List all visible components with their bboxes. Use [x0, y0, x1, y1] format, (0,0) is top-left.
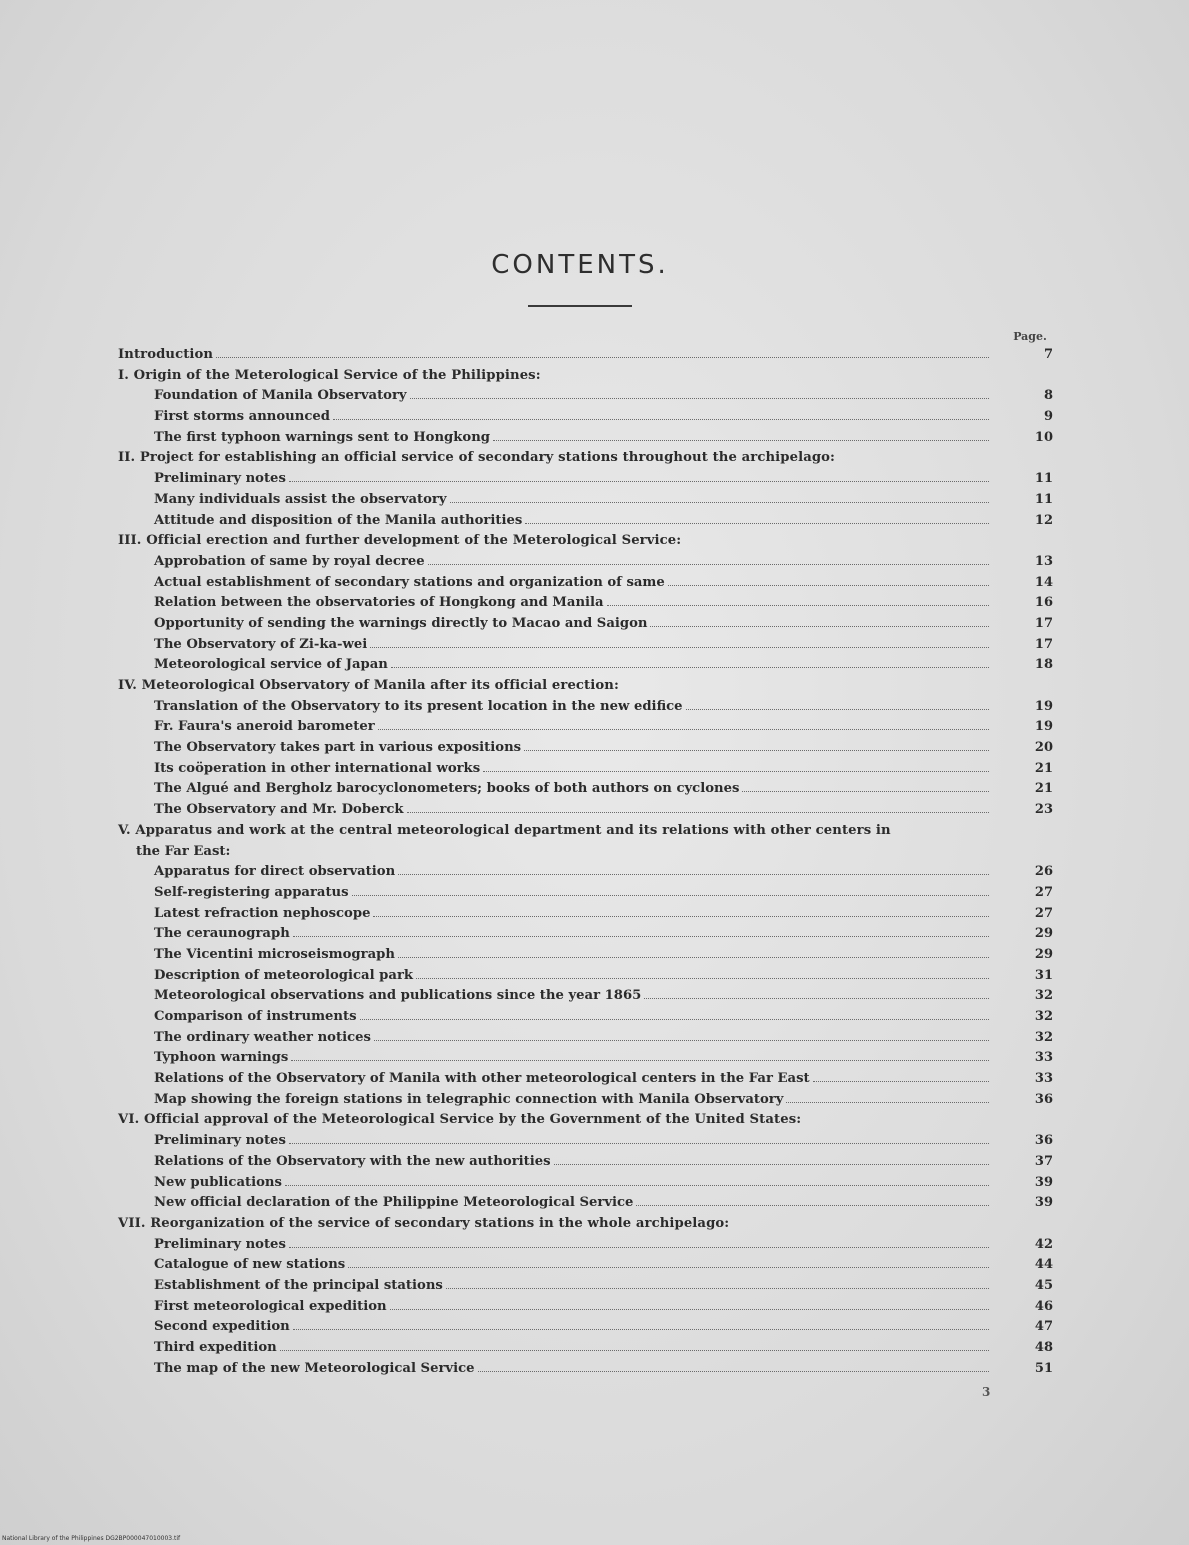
toc-page-number: 8: [1043, 388, 1053, 404]
toc-entry-title: Preliminary notes: [154, 1236, 286, 1252]
toc-entry-title: VI. Official approval of the Meteorological Service by the Government of the United States:: [118, 1112, 802, 1128]
dot-leader: [636, 1205, 989, 1206]
toc-entry: [118, 986, 1053, 1007]
toc-entry: [118, 904, 1053, 925]
toc-entry-title: I. Origin of the Meterological Service of the Philippines:: [118, 367, 541, 383]
toc-entry: [118, 1255, 1053, 1276]
toc-entry: [118, 945, 1053, 966]
toc-entry-title: Approbation of same by royal decree: [154, 553, 425, 569]
toc-page-number: 31: [1034, 967, 1053, 983]
toc-entry-title: First meteorological expedition: [154, 1298, 387, 1314]
dot-leader: [374, 1040, 989, 1041]
toc-entry-title: Typhoon warnings: [154, 1050, 289, 1066]
dot-leader: [333, 419, 989, 420]
toc-entry-title: Apparatus for direct observation: [154, 864, 396, 880]
toc-entry-title: Self-registering apparatus: [154, 884, 349, 900]
page-column-header: Page.: [1013, 330, 1047, 343]
toc-entry-title: The Algué and Bergholz barocyclonometers; books of both authors on cyclones: [154, 781, 740, 797]
toc-entry: [118, 490, 1053, 511]
toc-entry-title: First storms announced: [154, 409, 330, 425]
toc-entry-title: Foundation of Manila Observatory: [154, 388, 407, 404]
toc-page-number: 51: [1034, 1360, 1053, 1376]
toc-page-number: 47: [1034, 1319, 1053, 1335]
toc-page-number: 33: [1034, 1050, 1053, 1066]
toc-page-number: 16: [1034, 595, 1053, 611]
toc-page-number: 39: [1034, 1195, 1053, 1211]
toc-page-number: 27: [1034, 884, 1053, 900]
toc-entry: [118, 511, 1053, 532]
page-number: 3: [982, 1385, 991, 1399]
toc-entry-title: Opportunity of sending the warnings directly to Macao and Saigon: [154, 615, 648, 631]
toc-entry-title: Third expedition: [154, 1340, 277, 1355]
toc-entry-title: The ceraunograph: [154, 926, 290, 942]
toc-page-number: 11: [1034, 471, 1053, 487]
toc-entry-title: Description of meteorological park: [154, 967, 414, 983]
toc-entry-title: Latest refraction nephoscope: [154, 905, 371, 921]
dot-leader: [398, 874, 989, 875]
toc-entry: [118, 738, 1053, 759]
toc-entry: [118, 593, 1053, 614]
toc-entry-title: VII. Reorganization of the service of secondary stations in the whole archipelago:: [118, 1215, 730, 1231]
toc-page-number: 13: [1034, 553, 1053, 569]
toc-entry: [118, 883, 1053, 904]
dot-leader: [644, 998, 989, 999]
dot-leader: [650, 626, 989, 627]
toc-page-number: 44: [1034, 1257, 1053, 1273]
dot-leader: [285, 1185, 989, 1186]
toc-entry-title: Attitude and disposition of the Manila authorities: [154, 512, 523, 528]
toc-page-number: 46: [1034, 1298, 1053, 1314]
toc-entry: [118, 1193, 1053, 1214]
toc-page-number: 21: [1034, 760, 1053, 776]
toc-page-number: 17: [1034, 636, 1053, 652]
toc-entry-title: Many individuals assist the observatory: [154, 491, 447, 507]
toc-entry: [118, 573, 1053, 594]
toc-entry-title: Comparison of instruments: [154, 1009, 357, 1024]
dot-leader: [416, 978, 989, 979]
dot-leader: [813, 1081, 989, 1082]
title-rule: [528, 305, 632, 307]
dot-leader: [291, 1060, 989, 1061]
toc-entry: [118, 1317, 1053, 1338]
toc-entry: [118, 800, 1053, 821]
toc-page-number: 29: [1034, 926, 1053, 942]
toc-entry-title: Establishment of the principal stations: [154, 1277, 443, 1293]
toc-page-number: 32: [1034, 988, 1053, 1004]
dot-leader: [289, 1143, 989, 1144]
dot-leader: [428, 564, 989, 565]
dot-leader: [378, 729, 989, 730]
toc-entry-title: The Vicentini microseismograph: [154, 946, 395, 962]
toc-entry-title: The Observatory of Zi-ka-wei: [154, 636, 368, 652]
toc-entry: [118, 1090, 1053, 1111]
toc-entry: [118, 966, 1053, 987]
toc-page-number: 36: [1034, 1091, 1053, 1107]
toc-entry: [118, 428, 1053, 449]
dot-leader: [391, 667, 989, 668]
dot-leader: [216, 357, 989, 358]
dot-leader: [293, 936, 989, 937]
dot-leader: [360, 1019, 989, 1020]
dot-leader: [450, 502, 989, 503]
toc-page-number: 29: [1034, 946, 1053, 962]
toc-page-number: 48: [1034, 1340, 1053, 1355]
toc-section-heading: [118, 345, 1053, 366]
toc-entry-title: Preliminary notes: [154, 1133, 286, 1149]
toc-entry-title: The map of the new Meteorological Service: [154, 1360, 475, 1376]
toc-entry: [118, 1007, 1053, 1028]
dot-leader: [410, 398, 989, 399]
toc-page-number: 45: [1034, 1277, 1053, 1293]
toc-entry: [118, 655, 1053, 676]
toc-entry: [118, 614, 1053, 635]
toc-entry-title: Fr. Faura's aneroid barometer: [154, 719, 375, 735]
dot-leader: [398, 957, 989, 958]
toc-entry-title: The first typhoon warnings sent to Hongkong: [154, 429, 490, 445]
dot-leader: [390, 1309, 989, 1310]
toc-entry: [118, 469, 1053, 490]
toc-page-number: 33: [1034, 1071, 1053, 1087]
dot-leader: [289, 1247, 989, 1248]
toc-entry: [118, 759, 1053, 780]
dot-leader: [370, 647, 989, 648]
toc-entry-title: The ordinary weather notices: [154, 1029, 371, 1045]
toc-entry: [118, 1048, 1053, 1069]
dot-leader: [446, 1288, 989, 1289]
toc-entry: [118, 1359, 1053, 1380]
toc-entry: [118, 635, 1053, 656]
toc-entry-title: Relations of the Observatory of Manila with other meteorological centers in the Far East: [154, 1071, 810, 1087]
dot-leader: [407, 812, 989, 813]
toc-entry: [118, 779, 1053, 800]
toc-page-number: 26: [1034, 864, 1053, 880]
dot-leader: [493, 440, 989, 441]
toc-section-heading: [118, 1110, 1048, 1131]
toc-section-heading: [118, 821, 1048, 842]
toc-page-number: 39: [1034, 1174, 1053, 1190]
toc-entry: [118, 1235, 1053, 1256]
dot-leader: [686, 709, 989, 710]
toc-entry: [118, 924, 1053, 945]
toc-entry-title: New official declaration of the Philippine Meteorological Service: [154, 1195, 634, 1211]
toc-entry: [118, 1152, 1053, 1173]
toc-entry: [118, 1131, 1053, 1152]
toc-entry-title: Preliminary notes: [154, 471, 286, 487]
toc-entry-title: The Observatory and Mr. Doberck: [154, 802, 404, 818]
dot-leader: [373, 916, 989, 917]
toc-page-number: 19: [1034, 719, 1053, 735]
toc-page-number: 36: [1034, 1133, 1053, 1149]
scan-credit: National Library of the Philippines DG2BP000047010003.tif: [2, 1535, 181, 1542]
dot-leader: [478, 1371, 989, 1372]
toc-entry: [118, 386, 1053, 407]
toc-page-number: 12: [1034, 512, 1053, 528]
toc-entry-title: Translation of the Observatory to its present location in the new edifice: [154, 698, 683, 714]
toc-page-number: 11: [1034, 491, 1053, 507]
toc-entry: [118, 862, 1053, 883]
dot-leader: [483, 771, 989, 772]
toc-page-number: 17: [1034, 615, 1053, 631]
toc-page-number: 27: [1034, 905, 1053, 921]
toc-page-number: 32: [1034, 1009, 1053, 1024]
dot-leader: [524, 750, 989, 751]
toc-entry-title: Relation between the observatories of Hongkong and Manila: [154, 595, 604, 611]
toc-entry-title: III. Official erection and further development of the Meterological Service:: [118, 533, 682, 549]
toc-entry: [118, 1276, 1053, 1297]
toc-entry-title: Map showing the foreign stations in telegraphic connection with Manila Observatory: [154, 1091, 784, 1107]
toc-entry-title: Its coöperation in other international works: [154, 760, 481, 776]
dot-leader: [607, 605, 989, 606]
toc-page-number: 10: [1034, 429, 1053, 445]
toc-page-number: 19: [1034, 698, 1053, 714]
toc-page-number: 37: [1034, 1153, 1053, 1169]
toc-page-number: 7: [1043, 347, 1053, 362]
dot-leader: [786, 1102, 989, 1103]
toc-entry-title: the Far East:: [136, 843, 231, 859]
toc-page-number: 32: [1034, 1029, 1053, 1045]
toc-entry-title: Meteorological service of Japan: [154, 657, 388, 673]
toc-page-number: 21: [1034, 781, 1053, 797]
toc-section-heading: [118, 448, 1048, 469]
toc-entry-title: Introduction: [118, 347, 214, 362]
dot-leader: [293, 1329, 989, 1330]
dot-leader: [352, 895, 989, 896]
toc-entry-title: The Observatory takes part in various expositions: [154, 740, 522, 756]
toc-entry: [118, 1338, 1053, 1359]
toc-section-heading: [118, 676, 1048, 697]
toc-page-number: 18: [1034, 657, 1053, 673]
dot-leader: [525, 523, 989, 524]
toc-entry: [118, 842, 1048, 863]
dot-leader: [280, 1350, 989, 1351]
dot-leader: [668, 585, 989, 586]
toc-entry-title: IV. Meteorological Observatory of Manila after its official erection:: [118, 678, 619, 693]
toc-entry: [118, 1028, 1053, 1049]
toc-entry-title: Actual establishment of secondary stations and organization of same: [154, 574, 665, 590]
toc-entry-title: New publications: [154, 1174, 282, 1190]
dot-leader: [554, 1164, 989, 1165]
toc-page-number: 14: [1034, 574, 1053, 590]
toc-entry: [118, 697, 1053, 718]
toc-entry-title: II. Project for establishing an official service of secondary stations throughout the archipelago:: [118, 450, 836, 466]
toc-entry: [118, 717, 1053, 738]
toc-section-heading: [118, 1214, 1048, 1235]
toc-page-number: 20: [1034, 740, 1053, 756]
toc-page-number: 42: [1034, 1236, 1053, 1252]
dot-leader: [348, 1267, 989, 1268]
toc-entry: [118, 552, 1053, 573]
toc-entry-title: Second expedition: [154, 1319, 290, 1335]
toc-page-number: 23: [1034, 802, 1053, 818]
toc-entry: [118, 1173, 1053, 1194]
page-title: CONTENTS.: [491, 250, 669, 280]
toc-entry-title: V. Apparatus and work at the central meteorological department and its relations with other centers in: [118, 822, 891, 838]
dot-leader: [289, 481, 989, 482]
table-of-contents: [118, 345, 1053, 1379]
toc-entry-title: Meteorological observations and publications since the year 1865: [154, 988, 642, 1004]
toc-page-number: 9: [1043, 409, 1053, 425]
toc-entry-title: Relations of the Observatory with the new authorities: [154, 1153, 551, 1169]
toc-entry: [118, 1069, 1053, 1090]
toc-entry: [118, 1297, 1053, 1318]
dot-leader: [742, 791, 989, 792]
toc-section-heading: [118, 366, 1048, 387]
toc-entry-title: Catalogue of new stations: [154, 1257, 346, 1273]
toc-section-heading: [118, 531, 1048, 552]
toc-entry: [118, 407, 1053, 428]
